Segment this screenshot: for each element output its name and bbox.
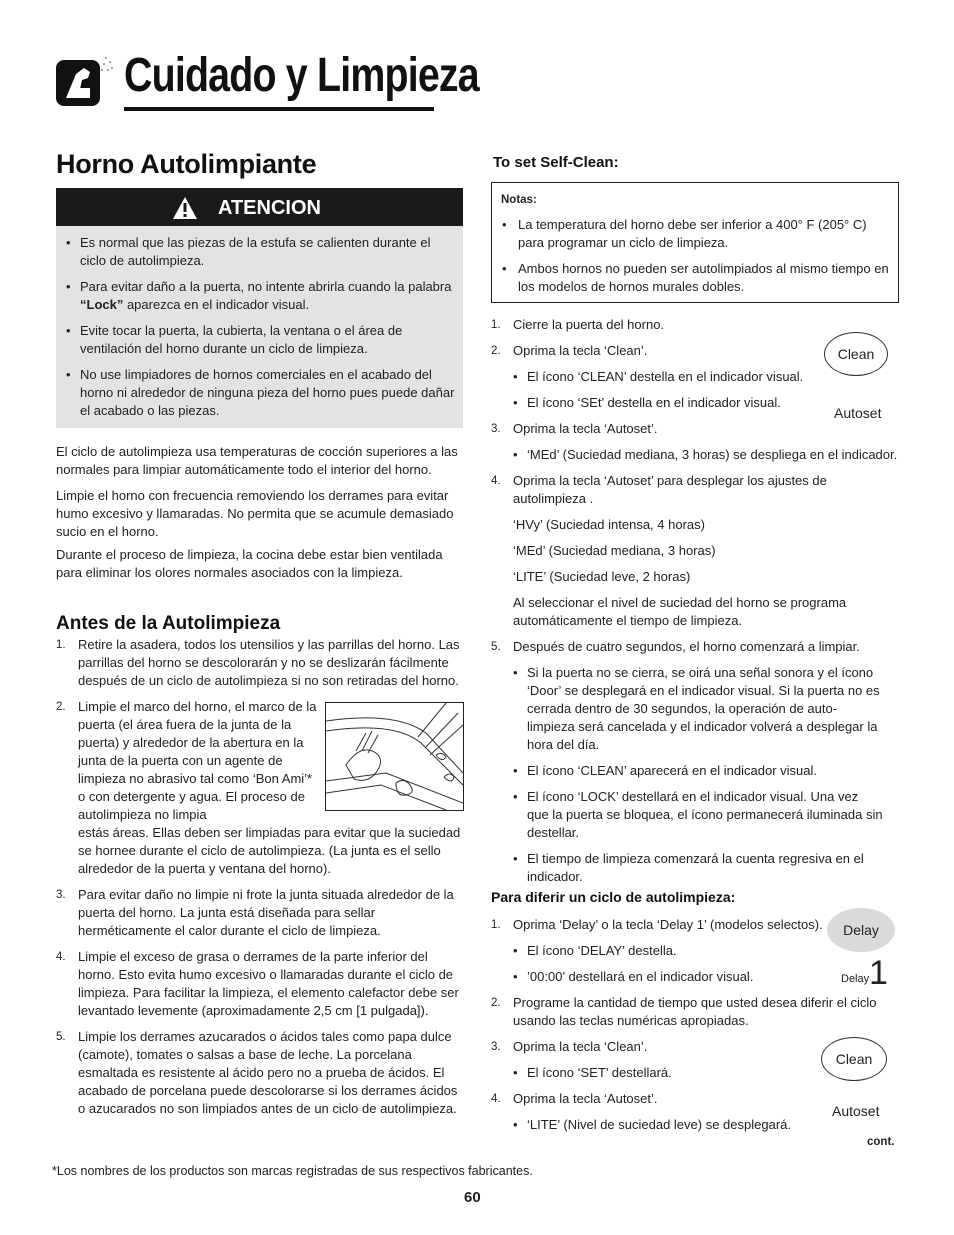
warning-item: • Es normal que las piezas de la estufa se calienten durante el ciclo de autolimpieza. xyxy=(64,234,460,270)
sub-item: • El ícono ‘DELAY’ destella. xyxy=(513,942,891,960)
intro-paragraph: Limpie el horno con frecuencia removiendo los derrames para evitar humo excesivo y llamaradas. No permita que se acumule demasiado sucio en el horno. xyxy=(56,488,454,539)
cleaning-spray-icon xyxy=(54,54,116,110)
list-item: 3. Oprima la tecla ‘Clean’. • El ícono ‘SET’ destellará. xyxy=(491,1038,891,1082)
soil-level: ‘MEd’ (Suciedad mediana, 3 horas) xyxy=(513,543,716,558)
sub-item: • El ícono ‘CLEAN’ destella en el indicador visual. xyxy=(513,368,911,386)
sub-item: • El ícono ‘CLEAN’ aparecerá en el indicador visual. xyxy=(513,762,883,780)
self-clean-title: To set Self-Clean: xyxy=(493,154,619,171)
list-item: 5. Después de cuatro segundos, el horno comenzará a limpiar. • Si la puerta no se cierra, se oirá una señal sonora y el ícono ‘Door’ se desplegará en el indicador visual. Si la puerta no es cerrada dentro de 30 segundos, la operación de auto-limpieza será cancelada y el indicador volverá a desplegar la hora del día. • El ícono ‘CLEAN’ aparecerá en el indicador visual. • El ícono ‘LOCK’ destellará en el indicador visual. Una vez que la puerta se bloquea, el ícono permanecerá iluminada sin destellar. • El tiempo de limpieza comenzará la cuenta regresiva en el indicador. xyxy=(491,638,911,886)
list-item: 2. Limpie el marco del horno, el marco de la puerta (el área fuera de la junta de la puerta) y alrededor de la abertura en la junta de la puerta con un agente de limpieza no abrasivo tal como ‘Bon Ami’* o con detergente y agua. El proceso de autolimpieza no limpia estás áreas. Ellas deben ser limpiadas para evitar que la suciedad se hornee durante el ciclo de autolimpieza. (La junta es el sello alrededor de la puerta y ventana del horno). xyxy=(56,698,468,878)
warning-icon xyxy=(172,196,198,220)
delay-steps xyxy=(491,916,891,1142)
soil-level: ‘LITE’ (Suciedad leve, 2 horas) xyxy=(513,569,691,584)
note-item: • Ambos hornos no pueden ser autolimpiados al mismo tiempo en los modelos de hornos murales dobles. xyxy=(501,260,893,296)
step-text: Limpie el marco del horno, el marco de la puerta (el área fuera de la junta de la puerta) y alrededor de la abertura en la junta de la puerta con un agente de limpieza no abrasivo tal como ‘Bon Ami’* o con detergente y agua. El proceso de autolimpieza no limpia xyxy=(78,699,317,822)
list-item: 1. Oprima ‘Delay’ o la tecla ‘Delay 1’ (modelos selectos). • El ícono ‘DELAY’ destella. • ’00:00’ destellará en el indicador visual. xyxy=(491,916,891,986)
sub-item: • Si la puerta no se cierra, se oirá una señal sonora y el ícono ‘Door’ se desplegará en el indicador visual. Si la puerta no es cerrada dentro de 30 segundos, la operación de auto-limpieza será cancelada y el indicador volverá a desplegar la hora del día. xyxy=(513,664,883,754)
sub-list xyxy=(513,942,891,986)
warning-box xyxy=(56,188,463,428)
list-item: 1. Cierre la puerta del horno. xyxy=(491,317,665,332)
list-item: 3. Para evitar daño no limpie ni frote la junta situada alrededor de la puerta del horno. La junta está diseñada para sellar herméticamente el calor durante el ciclo de limpieza. xyxy=(56,887,454,938)
notes-title: Notas: xyxy=(501,194,537,206)
sub-list xyxy=(513,664,883,886)
page-number: 60 xyxy=(464,1189,481,1206)
list-item: 5. Limpie los derrames azucarados o ácidos tales como papa dulce (camote), tomates o salsas a base de leche. La porcelana esmaltada es resistente al ácido pero no a prueba de ácidos. El acabado de porcelana puede descolorarse si los derrames ácidos o azucarados no son limpiados antes de un ciclo de autolimpieza. xyxy=(56,1029,458,1116)
continued-label: cont. xyxy=(867,1136,895,1148)
sub-list xyxy=(513,446,911,464)
sub-item: • ‘LITE’ (Nivel de suciedad leve) se desplegará. xyxy=(513,1116,891,1134)
delay-key[interactable]: Delay xyxy=(827,908,895,952)
oven-cleaning-illustration xyxy=(325,702,464,811)
list-item: 1. Retire la asadera, todos los utensilios y las parrillas del horno. Las parrillas del horno se descolorarán y no se deslizarán fácilmente después de un ciclo de autolimpieza si no son retiradas del horno. xyxy=(56,637,460,688)
soil-level: ‘HVy’ (Suciedad intensa, 4 horas) xyxy=(513,517,705,532)
header-rule xyxy=(124,107,434,111)
clean-key[interactable]: Clean xyxy=(821,1037,887,1081)
footnote: *Los nombres de los productos son marcas registradas de sus respectivos fabricantes. xyxy=(52,1164,533,1178)
sub-item: • ‘MEd’ (Suciedad mediana, 3 horas) se despliega en el indicador. xyxy=(513,446,911,464)
soil-level-note: Al seleccionar el nivel de suciedad del horno se programa automáticamente el tiempo de limpieza. xyxy=(513,595,847,628)
notes-list xyxy=(501,216,893,304)
sub-item: • El ícono ‘SEt’ destella en el indicador visual. xyxy=(513,394,911,412)
list-item: 3. Oprima la tecla ‘Autoset’. • ‘MEd’ (Suciedad mediana, 3 horas) se despliega en el indicador. xyxy=(491,420,911,464)
list-item: 4. Oprima la tecla ‘Autoset’. • ‘LITE’ (Nivel de suciedad leve) se desplegará. xyxy=(491,1090,891,1134)
list-item: 4. Oprima la tecla ‘Autoset’ para desplegar los ajustes de autolimpieza . ‘HVy’ (Suciedad intensa, 4 horas) ‘MEd’ (Suciedad mediana, 3 horas) ‘LITE’ (Suciedad leve, 2 horas) Al seleccionar el nivel de suciedad del horno se programa automáticamente el tiempo de limpieza. xyxy=(491,472,911,630)
clean-key[interactable]: Clean xyxy=(824,332,888,376)
list-item: 2. Oprima la tecla ‘Clean’. • El ícono ‘CLEAN’ destella en el indicador visual. • El ícono ‘SEt’ destella en el indicador visual. xyxy=(491,342,911,412)
delay-1-key-number[interactable]: 1 xyxy=(869,954,888,992)
sub-item: • El ícono ‘SET’ destellará. xyxy=(513,1064,891,1082)
delay-title: Para diferir un ciclo de autolimpieza: xyxy=(491,889,736,905)
warning-item: • Para evitar daño a la puerta, no intente abrirla cuando la palabra “Lock” aparezca en el indicador visual. xyxy=(64,278,460,314)
warning-item: • No use limpiadores de hornos comerciales en el acabado del horno ni alrededor de ninguna pieza del horno pues puede dañar el acabado o las piezas. xyxy=(64,366,460,420)
warning-item: • Evite tocar la puerta, la cubierta, la ventana o el área de ventilación del horno durante un ciclo de limpieza. xyxy=(64,322,460,358)
page-header-title: Cuidado y Limpieza xyxy=(124,49,479,102)
list-item: 2. Programe la cantidad de tiempo que usted desea diferir el ciclo usando las teclas numéricas apropiadas. xyxy=(491,995,877,1028)
delay-1-key-label[interactable]: Delay xyxy=(841,973,870,985)
self-clean-steps xyxy=(491,316,911,894)
intro-paragraph: Durante el proceso de limpieza, la cocina debe estar bien ventilada para eliminar los olores normales asociados con la limpieza. xyxy=(56,547,443,580)
list-item: 4. Limpie el exceso de grasa o derrames de la parte inferior del horno. Esto evita humo excesivo o llamaradas durante el ciclo de limpieza. Para facilitar la limpieza, el elemento calefactor debe ser levantado levemente (aproximadamente 2,5 cm [1 pulgada]). xyxy=(56,949,459,1018)
note-item: • La temperatura del horno debe ser inferior a 400° F (205° C) para programar un ciclo de limpieza. xyxy=(501,216,893,252)
soil-levels xyxy=(513,516,911,630)
antes-title: Antes de la Autolimpieza xyxy=(56,613,281,634)
warning-header xyxy=(56,188,463,226)
sub-item: • El tiempo de limpieza comenzará la cuenta regresiva en el indicador. xyxy=(513,850,883,886)
sub-item: • El ícono ‘LOCK’ destellará en el indicador visual. Una vez que la puerta se bloquea, el ícono permanecerá iluminada sin destellar. xyxy=(513,788,883,842)
warning-label: ATENCION xyxy=(218,197,321,219)
autoset-key[interactable]: Autoset xyxy=(832,1103,880,1119)
autoset-key[interactable]: Autoset xyxy=(834,405,882,421)
section-title: Horno Autolimpiante xyxy=(56,149,317,179)
warning-list xyxy=(64,234,460,428)
notes-box xyxy=(491,182,899,303)
step-text: estás áreas. Ellas deben ser limpiadas para evitar que la suciedad se hornee durante el ciclo de autolimpieza. (La junta es el sello alrededor de la puerta y ventana del horno). xyxy=(78,825,461,876)
intro-paragraph: El ciclo de autolimpieza usa temperaturas de cocción superiores a las normales para limpiar automáticamente todo el interior del horno. xyxy=(56,444,458,477)
sub-item: • ’00:00’ destellará en el indicador visual. xyxy=(513,968,891,986)
